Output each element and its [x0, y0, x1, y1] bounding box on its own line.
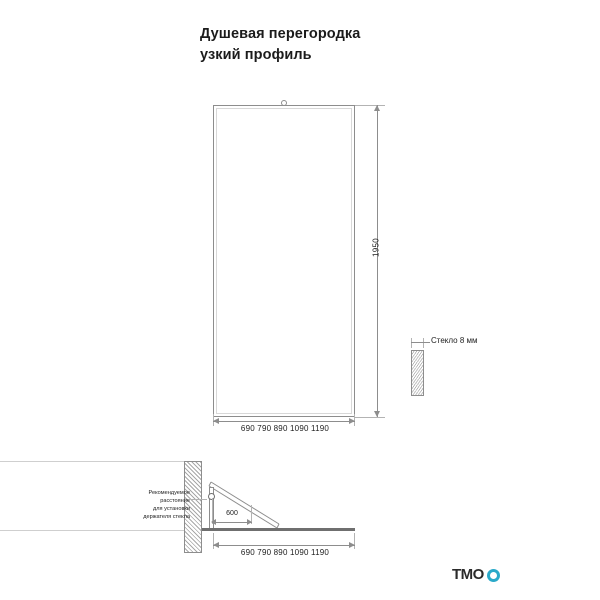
- installation-note: [126, 489, 190, 521]
- glass-leader-line: [424, 342, 430, 343]
- height-arrow-up-icon: [374, 105, 380, 111]
- brand-logo-text: TMO: [452, 566, 484, 583]
- plan-width-dimension-line: [213, 545, 355, 546]
- glass-dimension-line: [411, 342, 424, 343]
- note-line-2: расстояние: [160, 498, 190, 504]
- note-line-1: Рекомендуемое: [148, 490, 190, 496]
- plan-width-dimension-label: 690 790 890 1090 1190: [240, 548, 330, 557]
- glass-panel-inner-edge: [216, 108, 352, 414]
- plan-glass-panel: [202, 528, 355, 531]
- title-line-2: узкий профиль: [200, 47, 312, 63]
- offset-arrow-left-icon: [211, 519, 216, 525]
- note-leader-line: [191, 499, 207, 500]
- offset-arrow-right-icon: [247, 519, 252, 525]
- glass-extension-left: [411, 338, 412, 348]
- note-line-4: держателя стекла: [143, 514, 190, 520]
- width-dimension-label: 690 790 890 1090 1190: [240, 424, 330, 433]
- height-extension-top: [355, 105, 385, 106]
- brand-logo: [452, 566, 500, 583]
- height-dimension-label: 1950: [371, 238, 381, 257]
- offset-dimension-label: 600: [226, 510, 238, 517]
- glass-thickness-label: Стекло 8 мм: [431, 336, 478, 345]
- offset-dimension-line: [212, 522, 252, 523]
- note-line-3: для установки: [153, 506, 190, 512]
- glass-section-hatch: [411, 350, 424, 396]
- width-dimension-line: [213, 421, 355, 422]
- height-extension-bottom: [355, 417, 385, 418]
- page-title: [200, 24, 540, 66]
- glass-extension-right: [423, 338, 424, 348]
- floor-line-bottom: [0, 530, 185, 531]
- title-line-1: Душевая перегородка: [200, 26, 361, 42]
- floor-line-top: [0, 461, 185, 462]
- brand-logo-mark-icon: [487, 569, 500, 582]
- height-arrow-down-icon: [374, 411, 380, 417]
